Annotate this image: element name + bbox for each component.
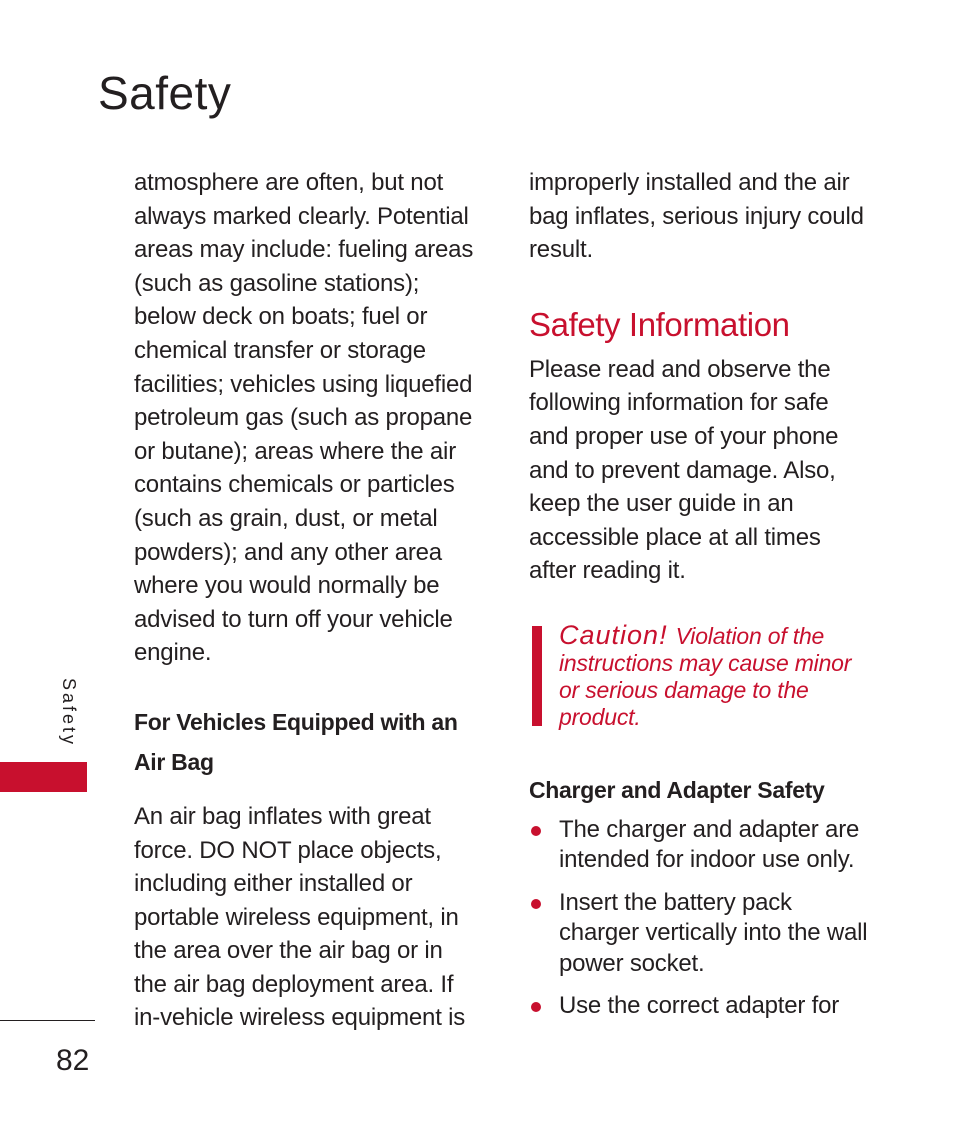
bullet-text: The charger and adapter are intended for indoor use only.	[559, 815, 860, 874]
bullet-icon	[531, 826, 541, 836]
section-heading: Safety Information	[529, 305, 790, 343]
caution-label: Caution!	[559, 619, 668, 650]
caution-note	[529, 619, 874, 731]
section-paragraph: Please read and observe the following information for safe and proper use of your phone and to prevent damage. Also, keep the user guide in an accessible place at all times after reading it.	[529, 355, 839, 585]
page-title: Safety	[98, 67, 232, 119]
side-section-tab	[0, 762, 87, 792]
bullet-icon	[531, 1002, 541, 1012]
list-item	[529, 815, 874, 876]
intro-paragraph: atmosphere are often, but not always marked clearly. Potential areas may include: fueling areas (such as gasoline stations); below deck on boats; fuel or chemical transfer or storage facilities; vehicles using liquefied petroleum gas (such as propane or butane); areas where the air contains chemicals or particles (such as grain, dust, or metal powders); and any other area where you would normally be advised to turn off your vehicle engine.	[134, 169, 474, 667]
left-column	[134, 166, 479, 1035]
side-section-label: Safety	[59, 678, 79, 748]
right-column	[529, 166, 874, 1034]
caution-bar	[532, 626, 542, 726]
airbag-paragraph: An air bag inflates with great force. DO NOT place objects, including either installed or portable wireless equipment, in the area over the air bag or in the air bag deployment area. If in-vehicle wireless equipment is	[134, 802, 466, 1032]
continuation-paragraph: improperly installed and the air bag inflates, serious injury could result.	[529, 169, 864, 264]
bullet-icon	[531, 899, 541, 909]
footer-divider	[0, 1020, 95, 1021]
charger-bullet-list	[529, 815, 874, 1022]
charger-heading: Charger and Adapter Safety	[529, 776, 825, 803]
page-number: 82	[56, 1044, 90, 1077]
list-item	[529, 991, 874, 1022]
bullet-text: Use the correct adapter for	[559, 992, 840, 1020]
bullet-text: Insert the battery pack charger vertically into the wall power socket.	[559, 888, 868, 977]
airbag-heading: For Vehicles Equipped with an Air Bag	[134, 708, 458, 775]
list-item	[529, 888, 874, 980]
caution-text: Violation of the instructions may cause minor or serious damage to the product.	[559, 622, 852, 730]
